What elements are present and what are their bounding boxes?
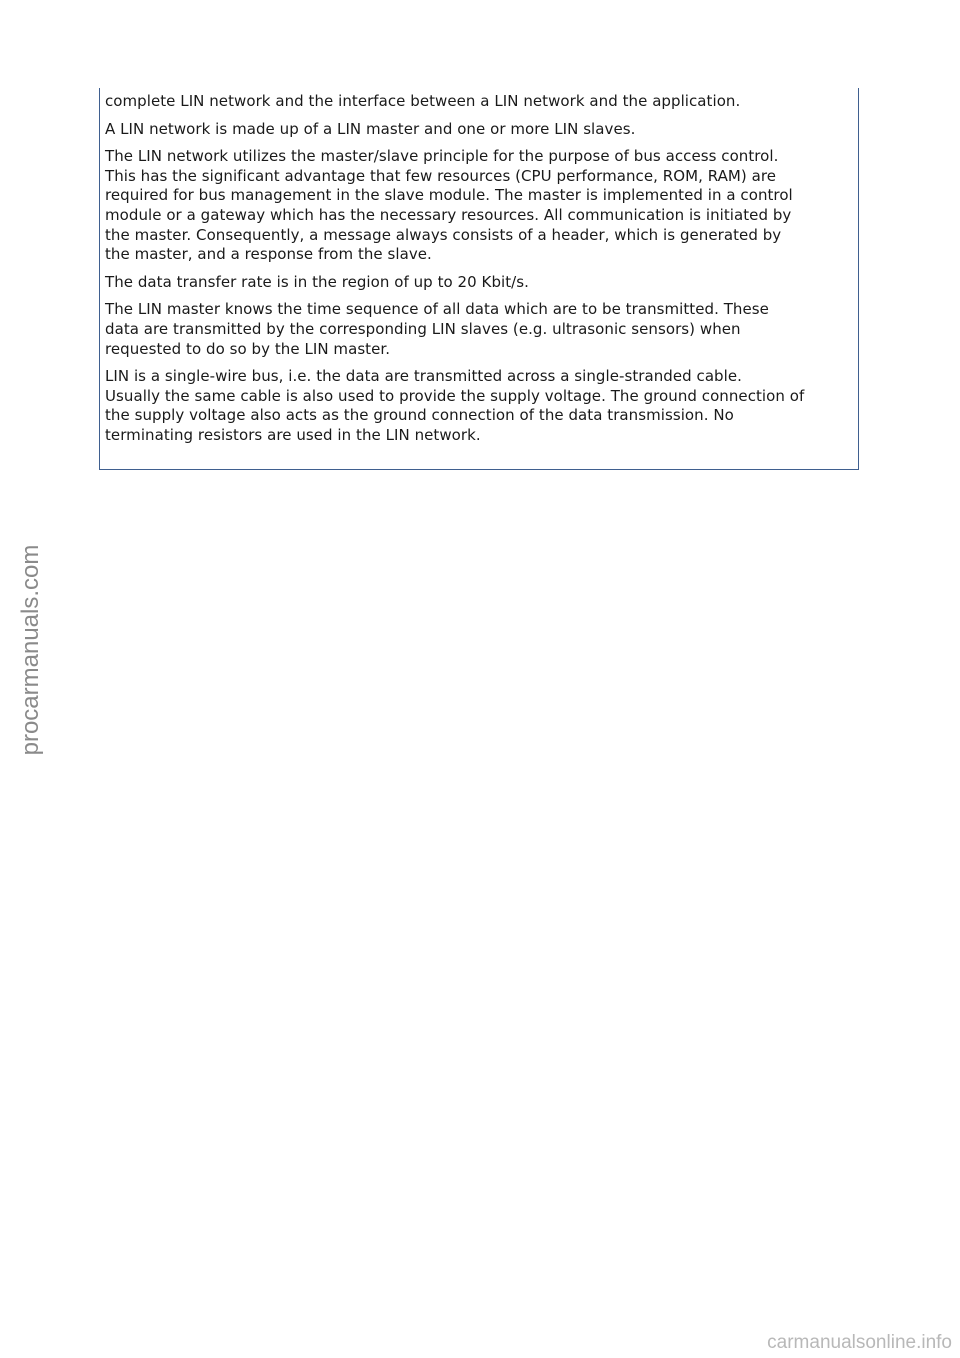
bottom-watermark: carmanualsonline.info	[767, 1332, 952, 1353]
document-content-box	[99, 88, 859, 470]
side-watermark-text: procarmanuals.com	[17, 544, 44, 756]
side-watermark	[16, 520, 46, 780]
paragraph-single-wire-bus: LIN is a single-wire bus, i.e. the data are transmitted across a single-stranded cable. Usually the same cable is also used to provide the supply voltage. The ground connection of the supply voltage also acts as the ground connection of the data transmission. No terminating resistors are used in the LIN network.	[105, 367, 805, 444]
paragraph-data-transfer-rate: The data transfer rate is in the region of up to 20 Kbit/s.	[105, 272, 529, 291]
paragraph-time-sequence: The LIN master knows the time sequence of all data which are to be transmitted. These data are transmitted by the corresponding LIN slaves (e.g. ultrasonic sensors) when requested to do so by the LIN master.	[105, 300, 769, 358]
paragraph-lin-interface: complete LIN network and the interface between a LIN network and the application.	[105, 92, 741, 110]
paragraph-lin-composition: A LIN network is made up of a LIN master and one or more LIN slaves.	[105, 119, 636, 138]
paragraph-master-slave-principle: The LIN network utilizes the master/slave principle for the purpose of bus access control. This has the significant advantage that few resources (CPU performance, ROM, RAM) are required for bus management in the slave module. The master is implemented in a control module or a gateway which has the necessary resources. All communication is initiated by the master. Consequently, a message always consists of a header, which is generated by the master, and a response from the slave.	[105, 147, 793, 264]
